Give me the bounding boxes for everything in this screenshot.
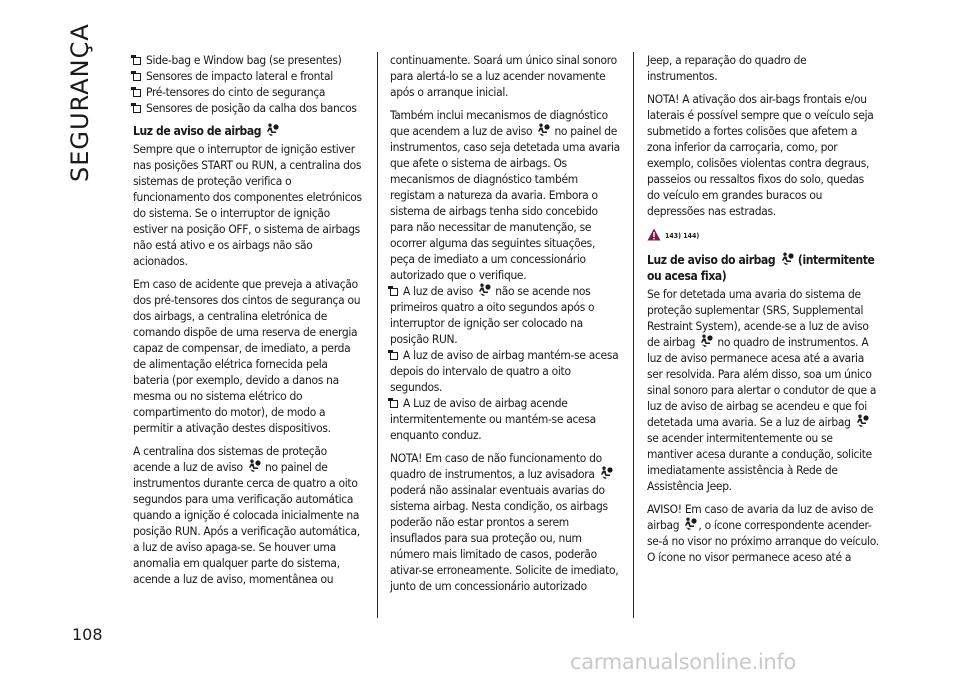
bullet-item: Sensores de posição da calha dos bancos [133, 100, 365, 116]
warning-reference [647, 226, 879, 244]
square-bullet-icon [133, 89, 141, 97]
paragraph: Em caso de acidente que preveja a ativação dos pré-tensores dos cintos de segurança ou dos airbags, a centralina eletrónica de comando dispõe de uma reserva de energia capaz de compensar, de imediato, a perda de alimentação elétrica fornecida pela bateria (por exemplo, devido a danos na mesma ou no sistema elétrico do compartimento do motor), de modo a permitir a ativação destes dispositivos. [133, 277, 361, 435]
bullet-item: Pré-tensores do cinto de segurança [133, 84, 365, 100]
column-3 [647, 52, 879, 572]
paragraph: NOTA! Em caso de não funcionamento do quadro de instrumentos, a luz avisadora poderá não assinalar eventuais avarias do sistema airbag. Nesta condição, os airbags poderão não estar prontos a serem insuflados para sua proteção ou, num número mais limitado de casos, poderão ativar-se erroneamente. Solicite de imediato, junto de um concessionário autorizado [390, 451, 619, 593]
section-title: SEGURANÇA [66, 23, 94, 182]
page-number: 108 [72, 625, 103, 644]
bullet-item: A luz de aviso de airbag mantém-se acesa depois do intervalo de quatro a oito segundos. [390, 348, 619, 394]
airbag-icon [265, 123, 279, 137]
watermark: carmanualsonline.info [570, 650, 797, 674]
heading-airbag-light-flashing: Luz de aviso do airbag (intermitente ou acesa fixa) [647, 253, 875, 283]
paragraph: Se for detetada uma avaria do sistema de proteção suplementar (SRS, Supplemental Restraint System), acende-se a luz de aviso de airbag no quadro de instrumentos. A luz de aviso permanece acesa até a avaria ser resolvida. Para além disso, soa um único sinal sonoro para alertar o condutor de que a luz de aviso de airbag se acendeu e que foi detetada uma avaria. Se a luz de airbag se acender intermitentemente ou se mantiver acesa durante a condução, solicite imediatamente assistência à Rede de Assistência Jeep. [647, 287, 877, 493]
bullet-item: Sensores de impacto lateral e frontal [133, 68, 365, 84]
square-bullet-icon [133, 105, 141, 113]
column-1 [133, 52, 365, 594]
paragraph: Também inclui mecanismos de diagnóstico que acendem a luz de aviso no painel de instrumentos, caso seja detetada uma avaria que afete o sistema de airbags. Os mecanismos de diagnóstico também registam a natureza da avaria. Embora o sistema de airbags tenha sido concebido para não necessitar de manutenção, se ocorrer alguma das seguintes situações, peça de imediato a um concessionário autorizado que o verifique. [390, 108, 620, 282]
column-2 [390, 52, 622, 601]
airbag-icon [683, 517, 697, 531]
paragraph: A centralina dos sistemas de proteção acende a luz de aviso no painel de instrumentos durante cerca de quatro a oito segundos para uma verificação automática quando a ignição é colocada inicialmente na posição RUN. Após a verificação automática, a luz de aviso apaga-se. Se houver uma anomalia em qualquer parte do sistema, acende a luz de aviso, momentânea ou [133, 444, 360, 586]
heading-airbag-warning-light: Luz de aviso de airbag [133, 123, 365, 139]
column-divider [633, 52, 634, 618]
airbag-icon [699, 334, 713, 348]
square-bullet-icon [133, 57, 141, 65]
paragraph: continuamente. Soará um único sinal sonoro para alertá-lo se a luz acender novamente após o arranque inicial. [390, 53, 617, 99]
column-divider [377, 52, 378, 618]
bullet-item: Side-bag e Window bag (se presentes) [133, 52, 365, 68]
airbag-icon [599, 466, 613, 480]
airbag-icon [477, 283, 491, 297]
square-bullet-icon [390, 288, 398, 296]
airbag-icon [536, 123, 550, 137]
airbag-icon [247, 459, 261, 473]
bullet-item: A luz de aviso não se acende nos primeiros quatro a oito segundos após o interruptor de ignição ser colocado na posição RUN. [390, 284, 595, 346]
airbag-icon [855, 414, 869, 428]
square-bullet-icon [133, 73, 141, 81]
paragraph: Jeep, a reparação do quadro de instrumentos. [647, 53, 807, 83]
square-bullet-icon [390, 352, 398, 360]
warning-refs: 143) 144) [665, 232, 700, 240]
paragraph: Sempre que o interruptor de ignição estiver nas posições START ou RUN, a centralina dos sistemas de proteção verifica o funcionamento dos componentes eletrónicos do sistema. Se o interruptor de ignição estiver na posição OFF, o sistema de airbags não está ativo e os airbags não são acionados. [133, 142, 362, 268]
bullet-item: A Luz de aviso de airbag acende intermitentemente ou mantém-se acesa enquanto conduz. [390, 396, 596, 442]
warning-triangle-icon [647, 228, 661, 241]
square-bullet-icon [390, 400, 398, 408]
airbag-icon [780, 252, 794, 266]
paragraph: AVISO! Em caso de avaria da luz de aviso de airbag , o ícone correspondente acender-se-á no visor no próximo arranque do veículo. O ícone no visor permanece aceso até a [647, 502, 879, 564]
paragraph: NOTA! A ativação dos air-bags frontais e/ou laterais é possível sempre que o veículo seja submetido a fortes colisões que afetem a zona inferior da carroçaria, como, por exemplo, colisões violentas contra degraus, passeios ou ressaltos fixos do solo, quedas do veículo em grandes buracos ou depressões nas estradas. [647, 92, 874, 218]
